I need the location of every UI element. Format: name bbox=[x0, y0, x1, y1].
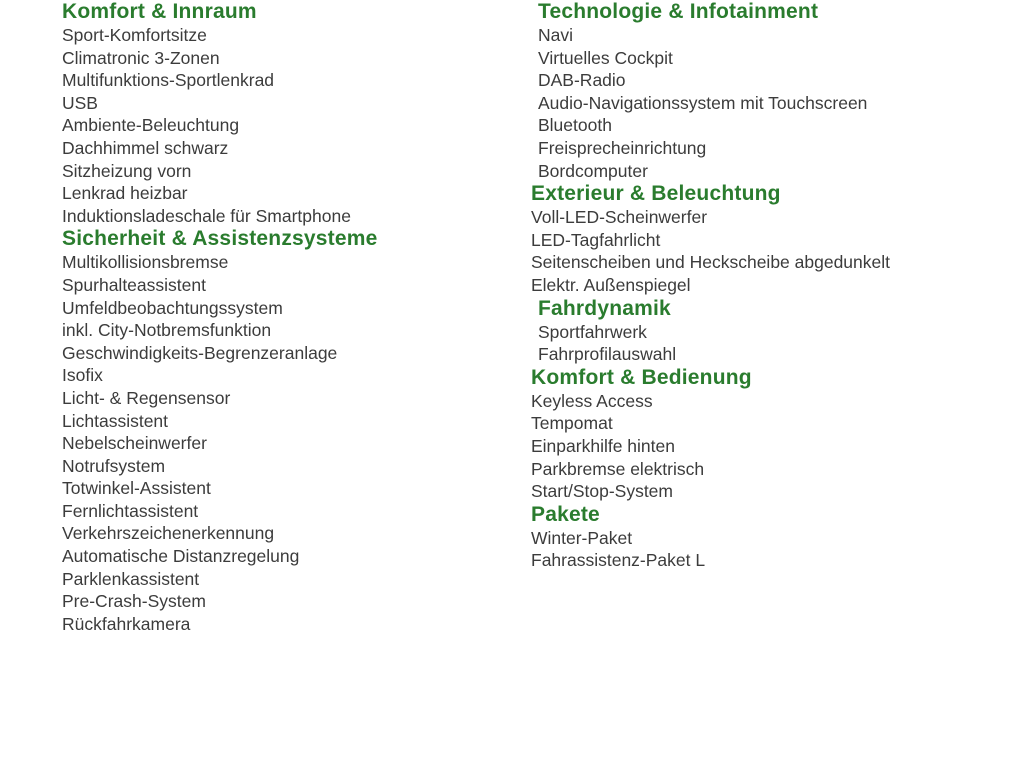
feature-item: Fahrassistenz-Paket L bbox=[531, 550, 706, 571]
section-technologie-infotainment bbox=[538, 0, 1011, 182]
section-heading: Exterieur & Beleuchtung bbox=[531, 182, 781, 206]
section-sicherheit-assistenzsysteme bbox=[62, 227, 522, 635]
feature-item: Nebelscheinwerfer bbox=[62, 433, 207, 454]
feature-list bbox=[531, 390, 1011, 503]
section-heading: Sicherheit & Assistenzsysteme bbox=[62, 227, 378, 251]
feature-item: Winter-Paket bbox=[531, 527, 633, 548]
feature-list bbox=[538, 321, 1011, 366]
feature-item: Pre-Crash-System bbox=[62, 591, 206, 612]
feature-item: Ambiente-Beleuchtung bbox=[62, 115, 240, 136]
section-pakete bbox=[531, 503, 1011, 572]
feature-item: Parklenkassistent bbox=[62, 568, 200, 589]
feature-list bbox=[531, 527, 1011, 572]
feature-item: Virtuelles Cockpit bbox=[538, 47, 673, 68]
feature-list bbox=[538, 24, 1011, 182]
section-heading: Komfort & Bedienung bbox=[531, 365, 752, 389]
feature-item: Licht- & Regensensor bbox=[62, 387, 231, 408]
feature-item: Rückfahrkamera bbox=[62, 613, 191, 634]
feature-item: DAB-Radio bbox=[538, 70, 626, 91]
feature-item: Seitenscheiben und Heckscheibe abgedunkelt bbox=[531, 252, 891, 273]
feature-item: USB bbox=[62, 92, 98, 113]
section-heading: Pakete bbox=[531, 502, 600, 526]
feature-item: Start/Stop-System bbox=[531, 481, 673, 502]
feature-item: Bordcomputer bbox=[538, 160, 648, 181]
feature-item: Freisprecheinrichtung bbox=[538, 137, 707, 158]
feature-item: Totwinkel-Assistent bbox=[62, 478, 211, 499]
feature-item: Elektr. Außenspiegel bbox=[531, 274, 691, 295]
feature-item: Notrufsystem bbox=[62, 455, 166, 476]
feature-item: Dachhimmel schwarz bbox=[62, 137, 229, 158]
feature-item: inkl. City-Notbremsfunktion bbox=[62, 320, 272, 341]
feature-item: LED-Tagfahrlicht bbox=[531, 229, 661, 250]
section-komfort-innraum bbox=[62, 0, 522, 227]
feature-item: Bluetooth bbox=[538, 115, 612, 136]
section-exterieur-beleuchtung bbox=[531, 182, 1011, 296]
feature-item: Sport-Komfortsitze bbox=[62, 25, 207, 45]
section-fahrdynamik bbox=[538, 297, 1011, 366]
section-heading: Fahrdynamik bbox=[538, 296, 671, 320]
left-column bbox=[62, 0, 522, 635]
feature-list bbox=[62, 251, 522, 635]
feature-list bbox=[531, 206, 1011, 296]
feature-item: Multifunktions-Sportlenkrad bbox=[62, 70, 275, 91]
feature-item: Einparkhilfe hinten bbox=[531, 435, 675, 456]
section-komfort-bedienung bbox=[531, 366, 1011, 503]
right-column bbox=[531, 0, 1011, 572]
feature-item: Lichtassistent bbox=[62, 410, 169, 431]
feature-item: Isofix bbox=[62, 365, 103, 386]
feature-item: Geschwindigkeits-Begrenzeranlage bbox=[62, 342, 338, 363]
feature-item: Spurhalteassistent bbox=[62, 274, 206, 295]
feature-item: Voll-LED-Scheinwerfer bbox=[531, 207, 708, 228]
feature-item: Sportfahrwerk bbox=[538, 321, 647, 342]
feature-item: Parkbremse elektrisch bbox=[531, 458, 705, 479]
feature-item: Keyless Access bbox=[531, 390, 653, 411]
feature-item: Lenkrad heizbar bbox=[62, 183, 188, 204]
feature-item: Navi bbox=[538, 25, 574, 45]
feature-item: Audio-Navigationssystem mit Touchscreen bbox=[538, 92, 868, 113]
feature-item: Fahrprofilauswahl bbox=[538, 344, 677, 365]
feature-item: Induktionsladeschale für Smartphone bbox=[62, 205, 351, 226]
feature-item: Multikollisionsbremse bbox=[62, 252, 229, 273]
feature-item: Fernlichtassistent bbox=[62, 500, 199, 521]
feature-list bbox=[62, 24, 522, 227]
feature-item: Automatische Distanzregelung bbox=[62, 546, 300, 567]
feature-item: Tempomat bbox=[531, 413, 613, 434]
section-heading: Technologie & Infotainment bbox=[538, 0, 819, 23]
feature-item: Verkehrszeichenerkennung bbox=[62, 523, 275, 544]
section-heading: Komfort & Innraum bbox=[62, 0, 257, 23]
feature-item: Umfeldbeobachtungssystem bbox=[62, 297, 283, 318]
feature-item: Climatronic 3-Zonen bbox=[62, 47, 220, 68]
feature-item: Sitzheizung vorn bbox=[62, 160, 192, 181]
